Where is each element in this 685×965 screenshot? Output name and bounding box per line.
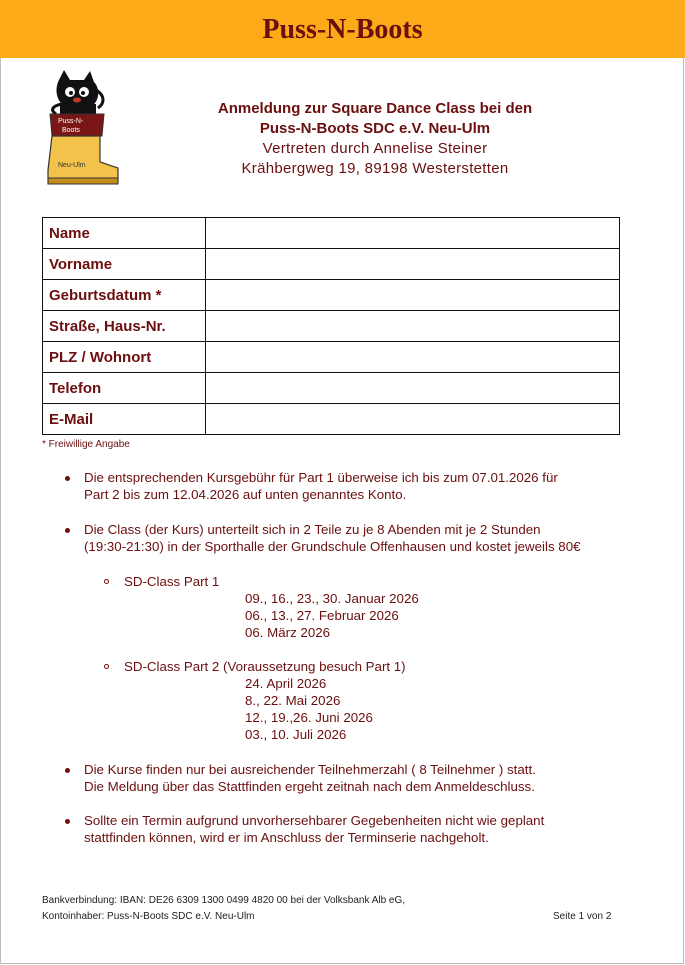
logo-text-top: Puss-N- [58, 118, 84, 125]
header-bar [0, 0, 685, 58]
part1-date: 06., 13., 27. Februar 2026 [245, 608, 399, 623]
part2-date: 12., 19.,26. Juni 2026 [245, 710, 373, 725]
form-field-name[interactable] [206, 218, 620, 249]
optional-note: * Freiwillige Angabe [42, 439, 130, 450]
footer-page-number: Seite 1 von 2 [553, 911, 612, 922]
form-row-plz [43, 342, 620, 373]
club-logo [42, 70, 120, 188]
intro-line-2: Puss-N-Boots SDC e.V. Neu-Ulm [259, 120, 491, 137]
part1-title: SD-Class Part 1 [124, 574, 220, 589]
form-field-email[interactable] [206, 404, 620, 435]
part2-date: 8., 22. Mai 2026 [245, 693, 341, 708]
page-title: Puss-N-Boots [262, 14, 423, 45]
registration-form [42, 217, 620, 435]
bullet-class-l2: (19:30-21:30) in der Sporthalle der Grundschule Offenhausen und kostet jeweils 80€ [84, 539, 581, 554]
form-field-plz[interactable] [206, 342, 620, 373]
intro-line-1: Anmeldung zur Square Dance Class bei den [217, 100, 533, 117]
intro-line-3: Vertreten durch Annelise Steiner [262, 140, 488, 157]
bullet-reschedule-l2: stattfinden können, wird er im Anschluss der Terminserie nachgeholt. [84, 830, 489, 845]
form-label: Vorname [43, 249, 206, 280]
form-row-vorname [43, 249, 620, 280]
form-field-geburtsdatum[interactable] [206, 280, 620, 311]
form-label: Geburtsdatum * [43, 280, 206, 311]
form-label: E-Mail [43, 404, 206, 435]
form-label: PLZ / Wohnort [43, 342, 206, 373]
form-label: Telefon [43, 373, 206, 404]
bullet-fee-l2: Part 2 bis zum 12.04.2026 auf unten genanntes Konto. [84, 487, 407, 502]
form-label: Name [43, 218, 206, 249]
form-row-email [43, 404, 620, 435]
intro-line-4: Krähbergweg 19, 89198 Westerstetten [241, 160, 509, 177]
intro-block [160, 99, 590, 179]
bullet-participants-l2: Die Meldung über das Stattfinden ergeht zeitnah nach dem Anmeldeschluss. [84, 779, 535, 794]
bullet-reschedule-l1: Sollte ein Termin aufgrund unvorhersehbarer Gegebenheiten nicht wie geplant [84, 813, 545, 828]
form-row-telefon [43, 373, 620, 404]
form-row-name [43, 218, 620, 249]
bullet-icon [65, 819, 70, 824]
part1-date: 09., 16., 23., 30. Januar 2026 [245, 591, 419, 606]
part2-title: SD-Class Part 2 (Voraussetzung besuch Part 1) [124, 659, 406, 674]
form-field-strasse[interactable] [206, 311, 620, 342]
bullet-participants-l1: Die Kurse finden nur bei ausreichender Teilnehmerzahl ( 8 Teilnehmer ) statt. [84, 762, 536, 777]
bullet-class-l1: Die Class (der Kurs) unterteilt sich in 2 Teile zu je 8 Abenden mit je 2 Stunden [84, 522, 541, 537]
footer-holder: Kontoinhaber: Puss-N-Boots SDC e.V. Neu-Ulm [42, 911, 255, 922]
logo-text-mid: Boots [62, 127, 80, 134]
part2-date: 24. April 2026 [245, 676, 327, 691]
sub-bullet-icon [104, 579, 109, 584]
part2-date: 03., 10. Juli 2026 [245, 727, 347, 742]
bullet-icon [65, 476, 70, 481]
logo-text-boot: Neu-Ulm [58, 162, 86, 169]
form-row-geburtsdatum [43, 280, 620, 311]
bullet-fee-l1: Die entsprechenden Kursgebühr für Part 1 überweise ich bis zum 07.01.2026 für [84, 470, 558, 485]
bullet-icon [65, 768, 70, 773]
form-row-strasse [43, 311, 620, 342]
form-label: Straße, Haus-Nr. [43, 311, 206, 342]
footer-bank: Bankverbindung: IBAN: DE26 6309 1300 0499 4820 00 bei der Volksbank Alb eG, [42, 895, 406, 906]
bullet-icon [65, 528, 70, 533]
form-field-vorname[interactable] [206, 249, 620, 280]
form-field-telefon[interactable] [206, 373, 620, 404]
sub-bullet-icon [104, 664, 109, 669]
part1-date: 06. März 2026 [245, 625, 331, 640]
